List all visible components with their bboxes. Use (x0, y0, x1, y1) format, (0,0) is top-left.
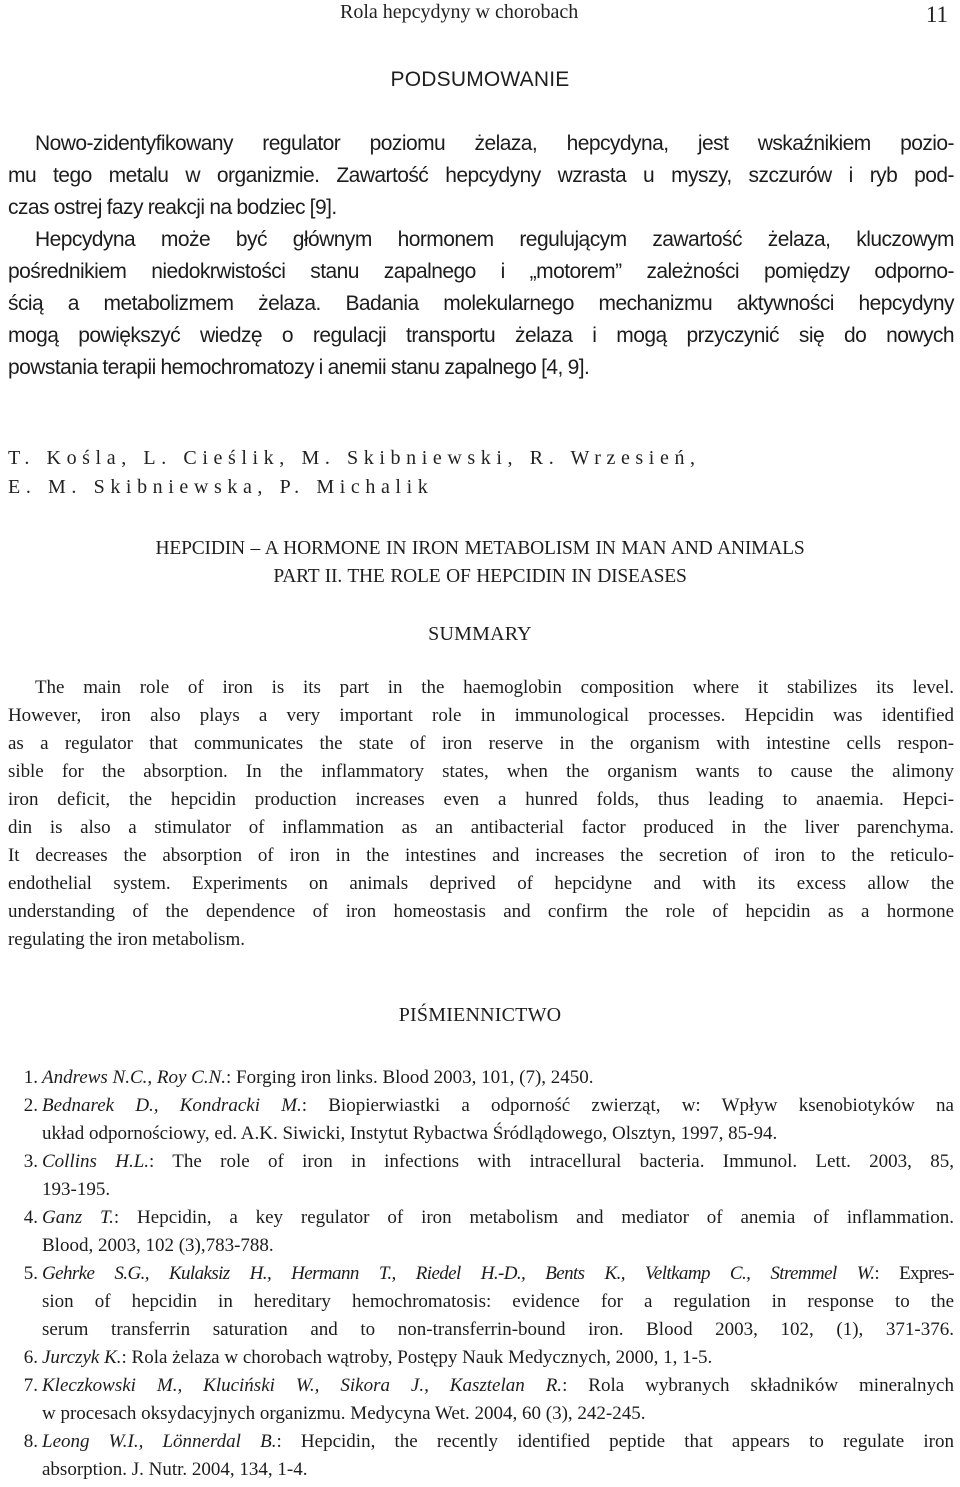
english-title-line: PART II. THE ROLE OF HEPCIDIN IN DISEASES (273, 566, 687, 587)
reference-line (42, 1344, 954, 1372)
reference-text: : Forging iron links. Blood 2003, 101, (7), 2450. (226, 1067, 594, 1088)
reference-line: sion of hepcidin in hereditary hemochromatosis: evidence for a regulation in response to the (42, 1291, 954, 1312)
reference-text: : Biopierwiastki a odporność zwierząt, w: Wpływ ksenobiotyków na (301, 1095, 954, 1116)
summary-pl-line: pośrednikiem niedokrwistości stanu zapalnego i „motorem” zależności pomiędzy odporno- (8, 260, 954, 283)
reference-authors: Ganz T. (42, 1207, 114, 1228)
summary-pl-line: czas ostrej fazy reakcji na bodziec [9]. (8, 196, 337, 219)
reference-number: 7. (23, 1375, 38, 1396)
english-title-line: HEPCIDIN – A HORMONE IN IRON METABOLISM IN MAN AND ANIMALS (155, 538, 805, 559)
summary-en-line: iron deficit, the hepcidin production increases even a hunred folds, thus leading to anaemia. Hepci- (8, 789, 954, 810)
reference-number: 8. (23, 1431, 38, 1452)
reference-text: : Hepcidin, a key regulator of iron metabolism and mediator of anemia of inflammation. (113, 1207, 955, 1228)
summary-en-heading: SUMMARY (428, 623, 532, 645)
summary-en-line: However, iron also plays a very important role in immunological processes. Hepcidin was identified (8, 705, 954, 726)
reference-authors: Bednarek D., Kondracki M. (42, 1095, 302, 1116)
reference-line (42, 1428, 954, 1456)
reference-authors: Leong W.I., Lönnerdal B. (42, 1431, 277, 1452)
summary-pl-heading: PODSUMOWANIE (390, 68, 570, 91)
summary-en-line: as a regulator that communicates the state of iron reserve in the organism with intestine cells respon- (8, 733, 954, 754)
summary-en-line: understanding of the dependence of iron homeostasis and confirm the role of hepcidin as a hormone (8, 901, 954, 922)
summary-en-line: The main role of iron is its part in the haemoglobin composition where it stabilizes its level. (35, 677, 954, 698)
reference-text: : Rola wybranych składników mineralnych (562, 1375, 954, 1396)
summary-en-line: sible for the absorption. In the inflammatory states, when the organism wants to cause the alimony (8, 761, 954, 782)
summary-pl-line: powstania terapii hemochromatozy i anemii stanu zapalnego [4, 9]. (8, 356, 590, 379)
summary-pl-line: mogą powiększyć wiedzę o regulacji transportu żelaza i mogą przyczynić się do nowych (8, 324, 954, 347)
summary-en-line: regulating the iron metabolism. (8, 929, 245, 950)
reference-line: 193-195. (42, 1179, 111, 1200)
reference-authors: Collins H.L. (42, 1151, 150, 1172)
reference-line: serum transferrin saturation and to non-transferrin-bound iron. Blood 2003, 102, (1), 371-376. (42, 1319, 954, 1340)
reference-line (42, 1064, 954, 1092)
reference-line (42, 1372, 954, 1400)
summary-pl-line: ścią a metabolizmem żelaza. Badania molekularnego mechanizmu aktywności hepcydyny (8, 292, 954, 315)
reference-number: 3. (23, 1151, 38, 1172)
summary-en-line: endothelial system. Experiments on animals deprived of hepcidyne and with its excess allow the (8, 873, 954, 894)
reference-line (42, 1092, 954, 1120)
summary-pl-line: Nowo-zidentyfikowany regulator poziomu żelaza, hepcydyna, jest wskaźnikiem pozio- (35, 132, 954, 155)
page-number: 11 (925, 2, 948, 27)
reference-line (42, 1204, 954, 1232)
reference-line: Blood, 2003, 102 (3),783-788. (42, 1235, 274, 1256)
running-title: Rola hepcydyny w chorobach (340, 1, 579, 23)
reference-number: 5. (23, 1263, 38, 1284)
reference-authors: Kleczkowski M., Kluciński W., Sikora J., Kasztelan R. (42, 1375, 563, 1396)
reference-text: : Expres- (874, 1263, 955, 1284)
reference-line (42, 1260, 954, 1288)
summary-en-line: It decreases the absorption of iron in the intestines and increases the secretion of iron to the reticulo- (8, 845, 954, 866)
summary-en-line: din is also a stimulator of inflammation as an antibacterial factor produced in the liver parenchyma. (8, 817, 954, 838)
reference-number: 1. (23, 1067, 38, 1088)
reference-authors: Jurczyk K. (42, 1347, 122, 1368)
reference-line: w procesach oksydacyjnych organizmu. Medycyna Wet. 2004, 60 (3), 242-245. (42, 1403, 646, 1424)
reference-authors: Andrews N.C., Roy C.N. (42, 1067, 227, 1088)
reference-line (42, 1148, 954, 1176)
references-heading: PIŚMIENNICTWO (398, 1004, 562, 1026)
reference-line: absorption. J. Nutr. 2004, 134, 1-4. (42, 1459, 308, 1480)
reference-text: : Hepcidin, the recently identified peptide that appears to regulate iron (276, 1431, 955, 1452)
authors-line: T. Kośla, L. Cieślik, M. Skibniewski, R. Wrzesień, (8, 447, 701, 469)
summary-pl-line: Hepcydyna może być głównym hormonem regulującym zawartość żelaza, kluczowym (35, 228, 954, 251)
reference-number: 6. (23, 1347, 38, 1368)
reference-text: : The role of iron in infections with intracellural bacteria. Immunol. Lett. 2003, 85, (149, 1151, 954, 1172)
reference-line: układ odpornościowy, ed. A.K. Siwicki, Instytut Rybactwa Śródlądowego, Olsztyn, 1997, 85-94. (42, 1123, 778, 1144)
reference-text: : Rola żelaza w chorobach wątroby, Postępy Nauk Medycznych, 2000, 1, 1-5. (121, 1347, 713, 1368)
reference-number: 2. (23, 1095, 38, 1116)
summary-pl-line: mu tego metalu w organizmie. Zawartość hepcydyny wzrasta u myszy, szczurów i ryb pod- (8, 164, 954, 187)
reference-authors: Gehrke S.G., Kulaksiz H., Hermann T., Riedel H.-D., Bents K., Veltkamp C., Stremmel W. (42, 1263, 875, 1284)
reference-number: 4. (23, 1207, 38, 1228)
authors-line: E. M. Skibniewska, P. Michalik (8, 476, 434, 498)
